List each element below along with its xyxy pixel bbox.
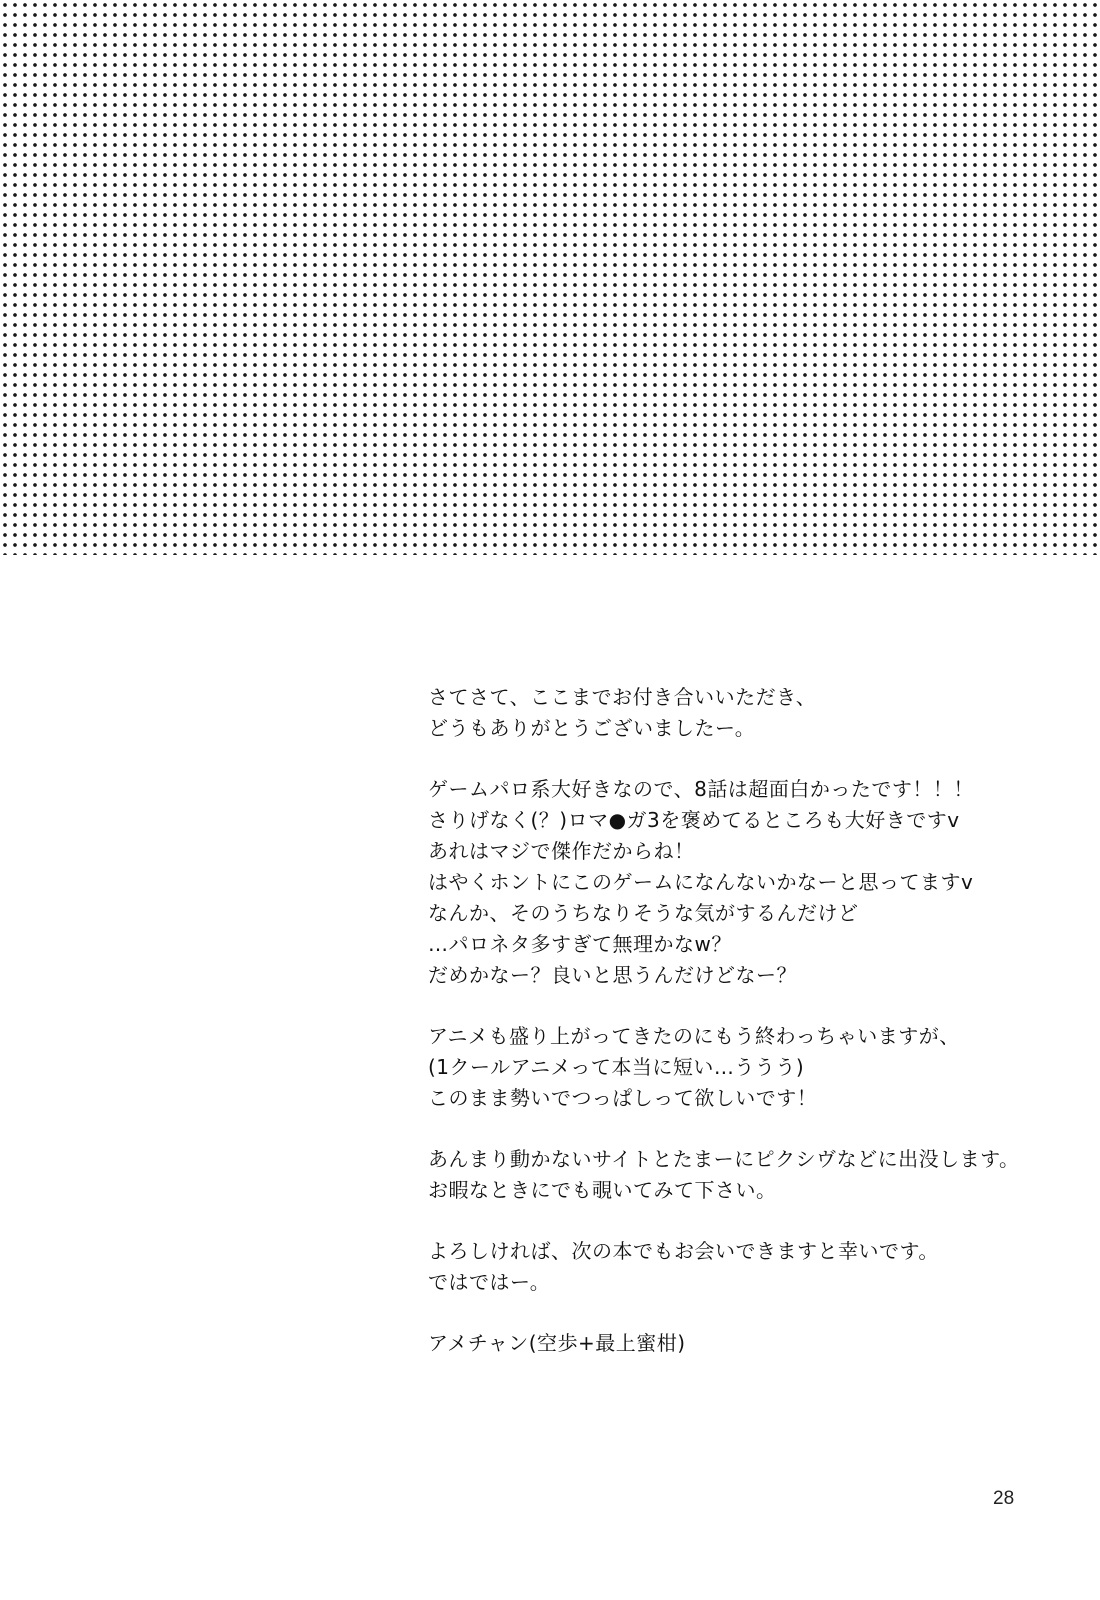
halftone-screentone (0, 0, 1100, 555)
text-line: ではではー。 (428, 1270, 551, 1294)
paragraph-closing (428, 1236, 1028, 1298)
text-line: (1クールアニメって本当に短い…ううう) (428, 1055, 805, 1079)
paragraph-site-info (428, 1144, 1028, 1206)
text-line: あんまり動かないサイトとたまーにピクシヴなどに出没します。 (428, 1147, 1020, 1171)
afterword-text (428, 682, 1028, 1359)
page-number: 28 (993, 1488, 1015, 1509)
paragraph-greeting (428, 682, 1028, 744)
text-line: ゲームパロ系大好きなので、8話は超面白かったです！！！ (428, 777, 974, 801)
paragraph-anime-comment (428, 1021, 1028, 1114)
text-line: どうもありがとうございましたー。 (428, 716, 756, 740)
text-line: さてさて、ここまでお付き合いいただき、 (428, 685, 817, 709)
text-line: …パロネタ多すぎて無理かなw？ (428, 932, 732, 956)
text-line: お暇なときにでも覗いてみて下さい。 (428, 1178, 777, 1202)
text-line: さりげなく(？)ロマ●ガ3を褒めてるところも大好きですv (428, 808, 960, 832)
text-line: アニメも盛り上がってきたのにもう終わっちゃいますが、 (428, 1024, 960, 1048)
text-line: あれはマジで傑作だからね！ (428, 839, 695, 863)
text-line: このまま勢いでつっぱしって欲しいです！ (428, 1086, 818, 1110)
text-line: なんか、そのうちなりそうな気がするんだけど (428, 901, 859, 925)
paragraph-episode-comment (428, 774, 1028, 991)
author-signature: アメチャン(空歩+最上蜜柑) (428, 1331, 686, 1355)
text-line: はやくホントにこのゲームになんないかなーと思ってますv (428, 870, 974, 894)
text-line: だめかなー？良いと思うんだけどなー？ (428, 963, 797, 987)
text-line: よろしければ、次の本でもお会いできますと幸いです。 (428, 1239, 939, 1263)
